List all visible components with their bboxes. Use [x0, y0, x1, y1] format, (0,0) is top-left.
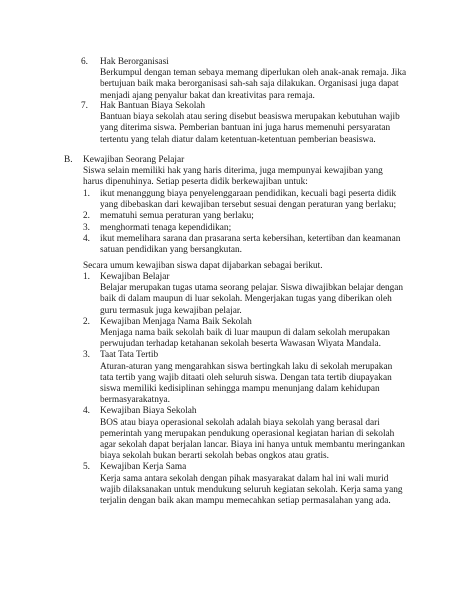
body-line: Belajar merupakan tugas utama seorang pelajar. Siswa diwajibkan belajar dengan: [100, 283, 404, 294]
item-heading: Hak Berorganisasi: [100, 57, 169, 67]
item-heading: Kewajiban Biaya Sekolah: [100, 406, 197, 417]
body-line: harus dipenuhinya. Setiap peserta didik berkewajiban untuk:: [83, 177, 308, 188]
general-intro: Secara umum kewajiban siswa dapat dijabarkan sebagai berikut.: [83, 261, 323, 271]
body-line: guru termasuk juga kewajiban pelajar.: [100, 305, 242, 316]
item-body: [100, 234, 413, 256]
body-line: BOS atau biaya operasional sekolah adalah biaya sekolah yang berasal dari: [100, 417, 380, 428]
item-number: 1.: [83, 272, 90, 282]
item-body: [100, 211, 413, 222]
item-number: 1.: [83, 189, 90, 199]
body-line: wajib dilaksanakan untuk mendukung seluruh kegiatan sekolah. Kerja sama yang: [100, 484, 403, 495]
body-line: ikut memelihara sarana dan prasarana serta kebersihan, ketertiban dan keamanan: [100, 233, 401, 244]
list-item: [83, 317, 413, 351]
section-title: Kewajiban Seorang Pelajar: [83, 155, 185, 165]
item-number: 4.: [83, 406, 90, 417]
body-line: yang diterima siswa. Pemberian bantuan ini juga harus memenuhi persyaratan: [100, 123, 391, 134]
item-heading: Hak Bantuan Biaya Sekolah: [100, 101, 206, 111]
body-line: Siswa selain memiliki hak yang haris diterima, juga mempunyai kewajiban yang: [83, 166, 383, 177]
section-b: [64, 155, 414, 189]
item-body: [100, 189, 413, 211]
body-line: menjadi ajang penyalur bakat dan kreativitas para remaja.: [100, 90, 315, 101]
body-line: siswa memiliki kedisiplinan sehingga mampu menunjang dalam kehidupan: [100, 384, 380, 395]
body-line: bermasyarakatnya.: [100, 395, 170, 406]
body-line: Aturan-aturan yang mengarahkan siswa bertingkah laku di sekolah merupakan: [100, 361, 393, 372]
body-line: Menjaga nama baik sekolah baik di luar maupun di dalam sekolah merupakan: [100, 328, 390, 339]
list-item: [83, 223, 413, 234]
item-number: 3.: [83, 350, 90, 361]
list-item: [83, 189, 413, 211]
item-body: [100, 112, 411, 146]
body-line: baik di dalam maupun di luar sekolah. Mengerjakan tugas yang diberikan oleh: [100, 294, 392, 305]
body-line: agar sekolah dapat berjalan lancar. Biaya ini hanya untuk membantu meringankan: [100, 440, 405, 451]
body-line: menghormati tenaga kependidikan;: [100, 222, 232, 233]
body-line: Bantuan biaya sekolah atau sering disebut beasiswa merupakan kebutuhan wajib: [100, 112, 400, 123]
item-number: 3.: [83, 222, 90, 233]
item-number: 7.: [81, 101, 88, 111]
list-item: [83, 211, 413, 222]
item-number: 6.: [81, 57, 88, 67]
list-item: [83, 406, 413, 462]
list-item: [83, 272, 413, 317]
body-line: Kerja sama antara sekolah dengan pihak masyarakat dalam hal ini wali murid: [100, 473, 389, 484]
item-number: 2.: [83, 316, 90, 327]
body-line: perwujudan terhadap ketahanan sekolah beserta Wawasan Wiyata Mandala.: [100, 339, 381, 350]
list-item: [81, 101, 411, 146]
item-body: [100, 223, 413, 234]
section-intro: [83, 166, 414, 188]
body-line: satuan pendidikan yang bersangkutan.: [100, 245, 242, 256]
list-item: [83, 234, 413, 256]
body-line: terjalin dengan baik akan mampu memecahkan setiap permasalahan yang ada.: [100, 496, 391, 507]
list-item: [81, 57, 411, 102]
item-number: 4.: [83, 233, 90, 244]
section-letter: B.: [64, 155, 73, 165]
body-line: bertujuan baik maka berorganisasi sah-sah saja dilakukan. Organisasi juga dapat: [100, 79, 399, 90]
list-item: [83, 350, 413, 406]
item-number: 5.: [83, 462, 90, 473]
item-heading: Taat Tata Tertib: [100, 350, 159, 361]
obligations-list: [83, 272, 413, 507]
item-body: [100, 283, 413, 317]
body-line: mematuhi semua peraturan yang berlaku;: [100, 211, 254, 222]
item-body: [100, 68, 411, 102]
item-body: [100, 362, 413, 407]
body-line: yang dibebaskan dari kewajiban tersebut sesuai dengan peraturan yang berlaku;: [100, 200, 397, 211]
item-heading: Kewajiban Belajar: [100, 272, 170, 282]
item-body: [100, 328, 413, 350]
body-line: Berkumpul dengan teman sebaya memang diperlukan oleh anak-anak remaja. Jika: [100, 68, 407, 79]
body-line: pemerintah yang merupakan pendukung operasional kegiatan harian di sekolah: [100, 428, 395, 439]
item-number: 2.: [83, 211, 90, 222]
item-heading: Kewajiban Kerja Sama: [100, 462, 187, 473]
body-line: ikut menanggung biaya penyelenggaraan pendidikan, kecuali bagi peserta didik: [100, 189, 397, 199]
body-line: biaya sekolah bukan berarti sekolah bebas ongkos atau gratis.: [100, 451, 329, 462]
list-item: [83, 462, 413, 507]
item-heading: Kewajiban Menjaga Nama Baik Sekolah: [100, 316, 252, 327]
body-line: tata tertib yang wajib ditaati oleh seluruh siswa. Dengan tata tertib diupayakan: [100, 372, 392, 383]
body-line: tertentu yang telah diatur dalam ketentuan-ketentuan pemberian beasiswa.: [100, 134, 376, 145]
item-body: [100, 474, 413, 508]
duties-list: [83, 189, 413, 256]
item-body: [100, 418, 413, 463]
